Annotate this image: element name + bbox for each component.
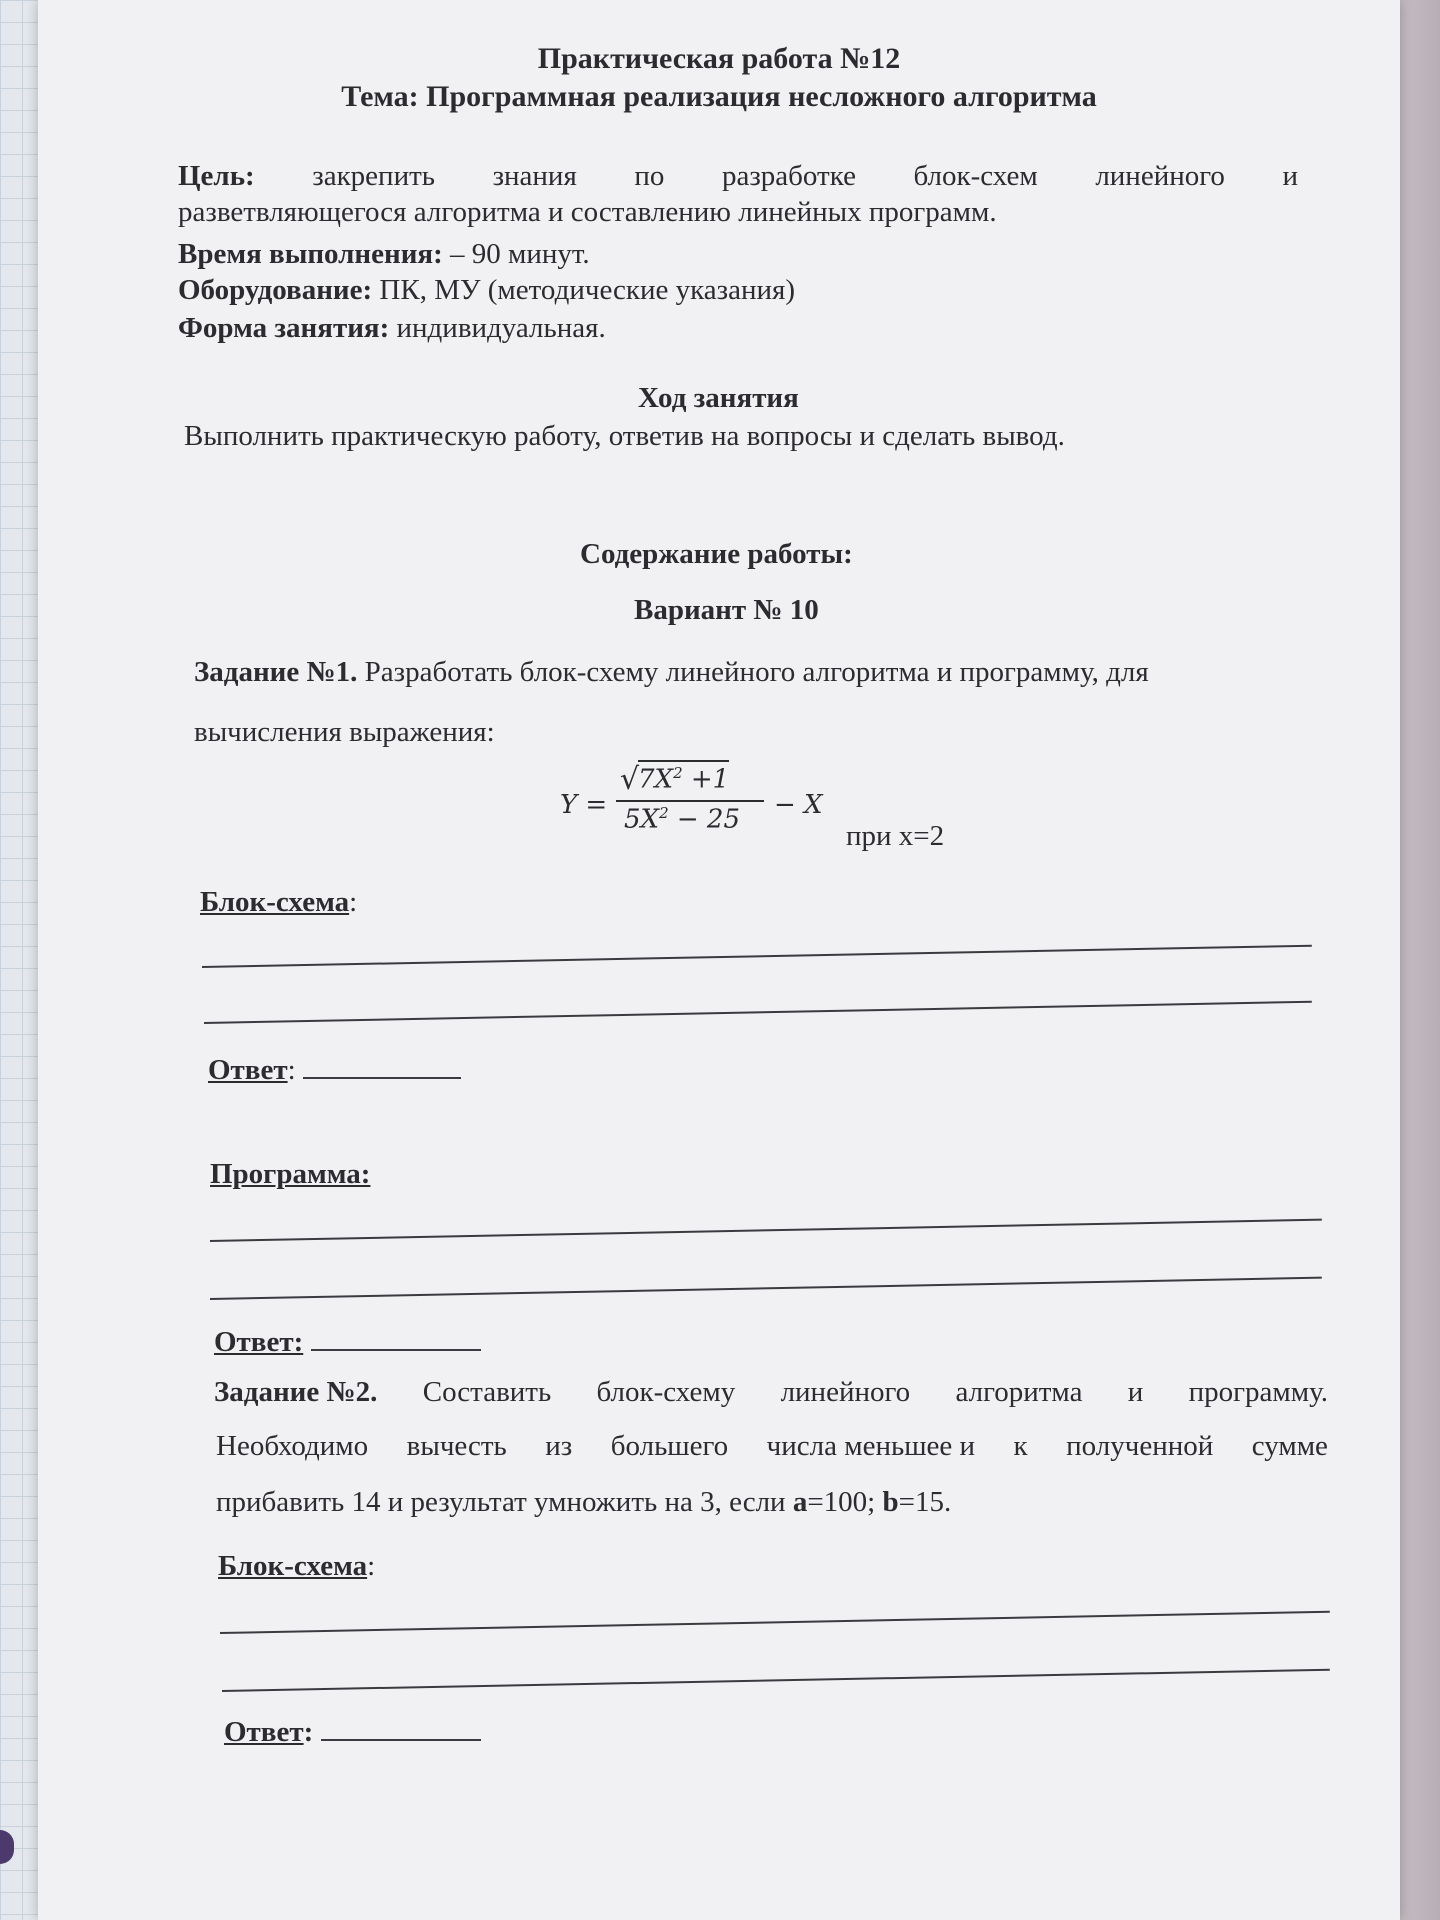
task2-b-value: =15.	[898, 1486, 952, 1518]
task2-word: и	[1127, 1376, 1144, 1408]
task2-line-1	[214, 1376, 1328, 1409]
goal-word: знания	[492, 160, 577, 192]
flowchart1-blank-2[interactable]	[204, 1001, 1312, 1024]
equipment-line	[178, 274, 795, 307]
task2-line-2	[216, 1430, 1328, 1463]
flowchart2-blank-1[interactable]	[220, 1611, 1330, 1634]
task2-word: сумме	[1251, 1430, 1328, 1462]
formula-denominator	[616, 802, 776, 835]
task2-word: из	[545, 1430, 573, 1462]
form-label: Форма занятия:	[178, 312, 390, 344]
radicand-exp: 2	[673, 764, 683, 782]
answer2-line	[214, 1326, 481, 1359]
task2-line3-text: прибавить 14 и результат умножить на 3, если	[216, 1486, 793, 1518]
variant-heading: Вариант № 10	[634, 594, 819, 626]
goal-word: разработке	[721, 160, 856, 192]
task2-var-b: b	[882, 1486, 899, 1518]
task2-word: алгоритма	[955, 1376, 1083, 1408]
sqrt-radicand	[638, 760, 729, 795]
task2-word: числа меньшее и	[766, 1430, 976, 1462]
task1-text: Разработать блок-схему линейного алгоритма и программу, для	[357, 656, 1149, 688]
flowchart1-label	[200, 886, 357, 919]
equipment-value: ПК, МУ (методические указания)	[372, 274, 796, 306]
flowchart2-colon: :	[367, 1550, 376, 1582]
task2-word: Необходимо	[216, 1430, 369, 1462]
task2-word: вычесть	[406, 1430, 507, 1462]
formula-fraction	[616, 760, 776, 835]
flowchart2-label	[218, 1550, 375, 1583]
answer2-label: Ответ:	[214, 1326, 304, 1358]
answer3-blank[interactable]	[321, 1739, 481, 1741]
form-value: индивидуальная.	[389, 312, 606, 344]
worksheet-page	[38, 0, 1400, 1920]
task2-word: к	[1013, 1430, 1028, 1462]
task2-line-3	[216, 1486, 951, 1519]
goal-label: Цель:	[178, 160, 255, 192]
formula-rhs: − X	[774, 790, 823, 820]
answer1-colon: :	[287, 1054, 296, 1086]
answer3-line	[224, 1716, 481, 1749]
flowchart2-blank-2[interactable]	[222, 1669, 1330, 1692]
procedure-text: Выполнить практическую работу, ответив на вопросы и сделать вывод.	[184, 420, 1065, 452]
equipment-label: Оборудование:	[178, 274, 373, 306]
denominator-exp: 2	[659, 804, 669, 822]
time-value: – 90 минут.	[442, 238, 590, 270]
task1-label: Задание №1.	[194, 656, 358, 688]
answer3-colon: :	[303, 1716, 314, 1748]
goal-word: и	[1282, 160, 1298, 192]
flowchart2-title: Блок-схема	[218, 1550, 368, 1582]
page-topic: Тема: Программная реализация несложного алгоритма	[341, 80, 1097, 113]
answer1-line	[208, 1054, 461, 1087]
radicand-base: 7X	[638, 764, 674, 795]
goal-word: по	[634, 160, 665, 192]
answer1-blank[interactable]	[303, 1077, 461, 1079]
flowchart1-colon: :	[349, 886, 358, 918]
task2-word: программу.	[1188, 1376, 1328, 1408]
goal-word: линейного	[1095, 160, 1225, 192]
formula-condition: при х=2	[846, 820, 945, 852]
time-label: Время выполнения:	[178, 238, 443, 270]
task2-word: полученной	[1066, 1430, 1214, 1462]
denominator-base: 5X	[624, 804, 660, 835]
flowchart1-title: Блок-схема	[200, 886, 350, 918]
program-label: Программа:	[210, 1158, 371, 1190]
goal-word: блок-схем	[913, 160, 1038, 192]
formula-numerator	[616, 760, 776, 796]
goal-line-1	[178, 160, 1298, 193]
task1-line-2: вычисления выражения:	[194, 716, 495, 748]
task2-label: Задание №2.	[214, 1376, 378, 1408]
form-line	[178, 312, 606, 345]
task2-word: линейного	[780, 1376, 911, 1408]
goal-word: закрепить	[312, 160, 435, 192]
sqrt-icon: √	[620, 762, 640, 797]
page-title: Практическая работа №12	[537, 42, 901, 75]
answer3-label: Ответ	[224, 1716, 304, 1748]
program-blank-2[interactable]	[210, 1277, 1322, 1300]
program-blank-1[interactable]	[210, 1219, 1322, 1242]
task2-word: большего	[610, 1430, 729, 1462]
task2-var-a: a	[792, 1486, 808, 1518]
task2-word: Составить	[422, 1376, 552, 1408]
task2-a-value: =100;	[807, 1486, 883, 1518]
procedure-heading: Ход занятия	[638, 382, 799, 414]
answer2-blank[interactable]	[311, 1349, 481, 1351]
content-heading: Содержание работы:	[580, 538, 853, 570]
radicand-tail: +1	[682, 764, 730, 795]
task1-line-1	[194, 656, 1149, 689]
goal-line-2: разветвляющегося алгоритма и составлению линейных программ.	[178, 196, 997, 228]
answer1-label: Ответ	[208, 1054, 288, 1086]
denominator-tail: − 25	[668, 804, 741, 835]
time-line	[178, 238, 590, 271]
formula-lhs: Y =	[560, 790, 608, 820]
task2-word: блок-схему	[596, 1376, 736, 1408]
flowchart1-blank-1[interactable]	[202, 945, 1312, 968]
